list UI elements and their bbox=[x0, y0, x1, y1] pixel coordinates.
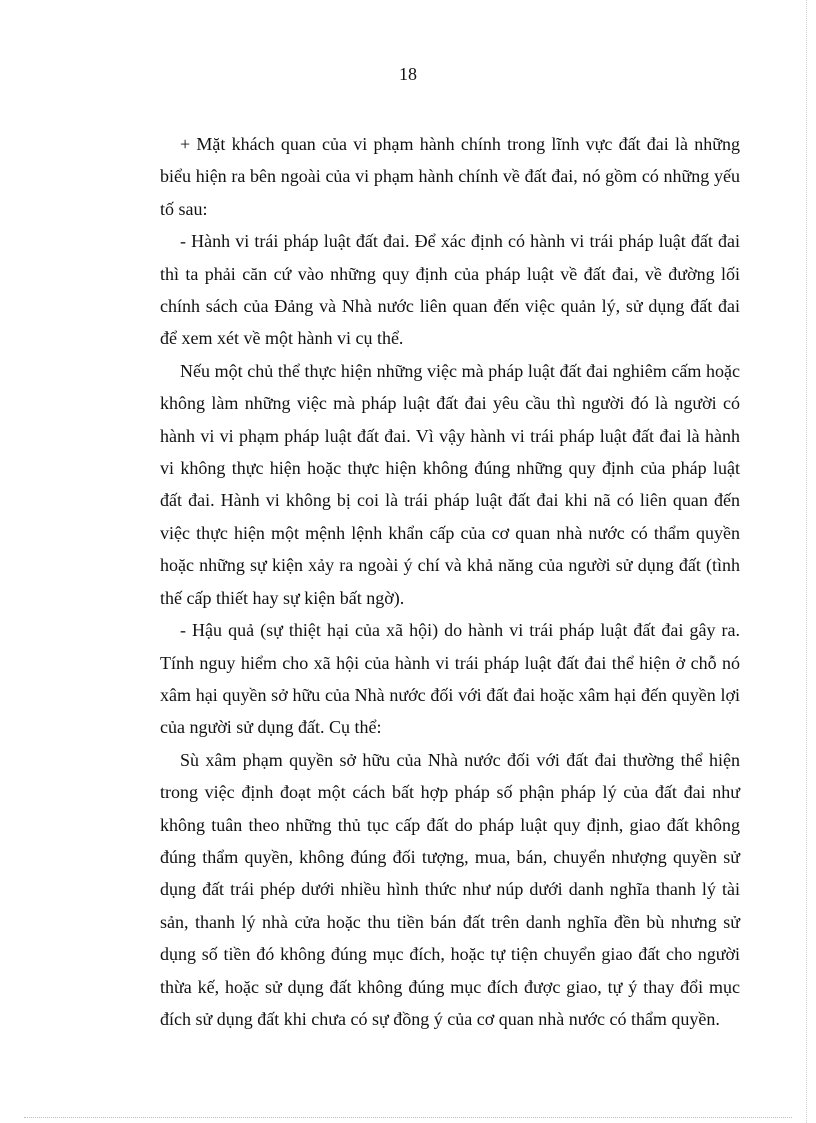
right-dotted-divider bbox=[806, 0, 807, 1123]
paragraph-ownership-infringement: Sù xâm phạm quyền sở hữu của Nhà nước đối với đất đai thường thể hiện trong việc định đoạt một cách bất hợp pháp số phận pháp lý của đất đai như không tuân theo những thủ tục cấp đất do pháp luật quy định, giao đất không đúng thẩm quyền, không đúng đối tượng, mua, bán, chuyển nhượng quyền sử dụng đất trái phép dưới nhiều hình thức như núp dưới danh nghĩa thanh lý tài sản, thanh lý nhà cửa hoặc thu tiền bán đất trên danh nghĩa đền bù nhưng sử dụng số tiền đó không đúng mục đích, hoặc tự tiện chuyển giao đất cho người thừa kế, hoặc sử dụng đất không đúng mục đích được giao, tự ý thay đổi mục đích sử dụng đất khi chưa có sự đồng ý của cơ quan nhà nước có thẩm quyền. bbox=[160, 749, 740, 1029]
bottom-dotted-divider bbox=[24, 1117, 792, 1118]
paragraph-illegal-act: - Hành vi trái pháp luật đất đai. Để xác định có hành vi trái pháp luật đất đai thì ta phải căn cứ vào những quy định của pháp luật về đất đai, về đường lối chính sách của Đảng và Nhà nước liên quan đến việc quản lý, sử dụng đất đai để xem xét về một hành vi cụ thể. bbox=[160, 231, 740, 349]
paragraph-objective-aspect: + Mặt khách quan của vi phạm hành chính trong lĩnh vực đất đai là những biểu hiện ra bên ngoài của vi phạm hành chính về đất đai, nó gồm có những yếu tố sau: bbox=[160, 134, 740, 219]
paragraph-consequences: - Hậu quả (sự thiệt hại của xã hội) do hành vi trái pháp luật đất đai gây ra. Tính nguy hiểm cho xã hội của hành vi trái pháp luật đất đai thể hiện ở chỗ nó xâm hại quyền sở hữu của Nhà nước đối với đất đai hoặc xâm hại đến quyền lợi của người sử dụng đất. Cụ thể: bbox=[160, 620, 740, 738]
page-number: 18 bbox=[399, 64, 417, 84]
document-body bbox=[160, 128, 740, 1035]
paragraph-violation-subject: Nếu một chủ thể thực hiện những việc mà pháp luật đất đai nghiêm cấm hoặc không làm những việc mà pháp luật đất đai yêu cầu thì người đó là người có hành vi vi phạm pháp luật đất đai. Vì vậy hành vi trái pháp luật đất đai là hành vi không thực hiện hoặc thực hiện không đúng những quy định của pháp luật đất đai. Hành vi không bị coi là trái pháp luật đất đai khi nã có liên quan đến việc thực hiện một mệnh lệnh khẩn cấp của cơ quan nhà nước có thẩm quyền hoặc những sự kiện xảy ra ngoài ý chí và khả năng của người sử dụng đất (tình thế cấp thiết hay sự kiện bất ngờ). bbox=[160, 360, 740, 608]
